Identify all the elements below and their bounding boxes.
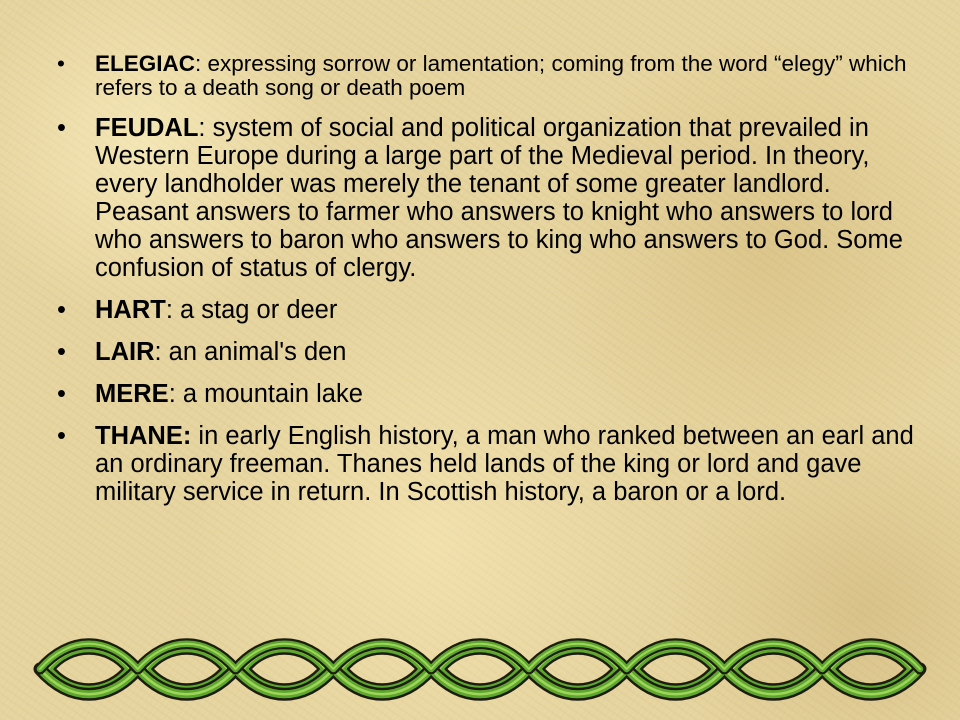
term-word: LAIR bbox=[95, 338, 155, 366]
term-word: MERE bbox=[95, 380, 169, 408]
term-separator: : bbox=[195, 51, 202, 76]
term-word: FEUDAL bbox=[95, 114, 199, 142]
knot-green-strands bbox=[40, 644, 920, 694]
term-separator: : bbox=[168, 380, 176, 408]
list-item-elegiac bbox=[0, 52, 960, 100]
celtic-knot-border-icon bbox=[20, 628, 940, 710]
term-separator: : bbox=[154, 338, 162, 366]
term-definition: in early English history, a man who ranked between an earl and an ordinary freeman. Thanes held lands of the king or lord and gave military service in return. In Scottish history, a baron or a lord. bbox=[95, 422, 914, 506]
bullet-icon: • bbox=[57, 422, 66, 450]
term-word: ELEGIAC bbox=[95, 51, 196, 76]
term-definition: an animal's den bbox=[161, 338, 347, 366]
list-item-hart bbox=[0, 296, 960, 324]
term-separator: : bbox=[198, 114, 206, 142]
list-item-feudal bbox=[0, 114, 960, 282]
term-separator: : bbox=[165, 296, 173, 324]
term-definition: a mountain lake bbox=[175, 380, 363, 408]
term-word: HART bbox=[95, 296, 166, 324]
list-item-mere bbox=[0, 380, 960, 408]
bullet-icon: • bbox=[57, 51, 65, 76]
list-item-lair bbox=[0, 338, 960, 366]
bullet-icon: • bbox=[57, 114, 66, 142]
term-word: THANE: bbox=[95, 422, 192, 450]
bullet-icon: • bbox=[57, 296, 66, 324]
term-definition: expressing sorrow or lamentation; coming from the word “elegy” which refers to a death song or death poem bbox=[95, 51, 907, 100]
vocabulary-list bbox=[0, 52, 960, 520]
list-item-thane bbox=[0, 422, 960, 506]
bullet-icon: • bbox=[57, 338, 66, 366]
term-definition: a stag or deer bbox=[172, 296, 338, 324]
term-definition: system of social and political organization that prevailed in Western Europe during a large part of the Medieval period. In theory, every landholder was merely the tenant of some greater landlord. Peasant answers to farmer who answers to knight who answers to lord who answers to baron who answers to king who answers to God. Some confusion of status of clergy. bbox=[95, 114, 903, 282]
bullet-icon: • bbox=[57, 380, 66, 408]
